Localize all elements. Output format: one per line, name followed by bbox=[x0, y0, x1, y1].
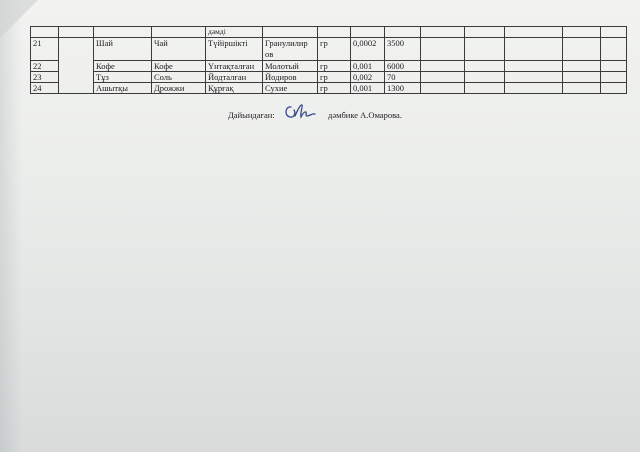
cell-qty: 0,002 bbox=[351, 72, 385, 83]
cell-unit: гр bbox=[318, 61, 351, 72]
handwritten-signature bbox=[282, 101, 322, 123]
merged-cell bbox=[59, 38, 94, 94]
cell-name-ru: Чай bbox=[152, 38, 206, 61]
table-row bbox=[31, 83, 627, 94]
cell-amount: 3500 bbox=[385, 38, 421, 61]
cell-qty: 0,0002 bbox=[351, 38, 385, 61]
cell-amount: 1300 bbox=[385, 83, 421, 94]
cell-name-ru: Дрожжи bbox=[152, 83, 206, 94]
cell-qty: 0,001 bbox=[351, 83, 385, 94]
cell-name-kz: Шай bbox=[94, 38, 152, 61]
cell-name-kz: Тұз bbox=[94, 72, 152, 83]
cell-desc-kz: Үнтақталған bbox=[206, 61, 263, 72]
cell-unit: гр bbox=[318, 38, 351, 61]
cell-name-kz: Кофе bbox=[94, 61, 152, 72]
cell-number: 24 bbox=[31, 83, 59, 94]
cell-desc-ru: Йодиров bbox=[263, 72, 318, 83]
cell-name-kz: Ашытқы bbox=[94, 83, 152, 94]
cell-fragment: дәмді bbox=[206, 27, 263, 38]
cell-amount: 6000 bbox=[385, 61, 421, 72]
cell-number: 23 bbox=[31, 72, 59, 83]
cell-unit: гр bbox=[318, 83, 351, 94]
cell-desc-kz: Құрғақ bbox=[206, 83, 263, 94]
cell-number: 22 bbox=[31, 61, 59, 72]
cell-qty: 0,001 bbox=[351, 61, 385, 72]
cell-desc-ru: Молотый bbox=[263, 61, 318, 72]
cell-amount: 70 bbox=[385, 72, 421, 83]
cell-name-ru: Кофе bbox=[152, 61, 206, 72]
cell-unit: гр bbox=[318, 72, 351, 83]
products-table bbox=[30, 26, 627, 94]
cell-desc-kz: Түйіршікті bbox=[206, 38, 263, 61]
cell-number: 21 bbox=[31, 38, 59, 61]
page-shadow bbox=[0, 0, 22, 452]
cell-desc-kz: Йодталған bbox=[206, 72, 263, 83]
prepared-by-label: Дайындаған: bbox=[228, 110, 275, 120]
table-row bbox=[31, 38, 627, 61]
cell-desc-ru: Сухие bbox=[263, 83, 318, 94]
table-row bbox=[31, 72, 627, 83]
signer-name: дәмбике А.Омарова. bbox=[328, 110, 402, 120]
cell-desc-ru: Гранулилир ов bbox=[263, 38, 318, 61]
table-row-fragment bbox=[31, 27, 627, 38]
table-row bbox=[31, 61, 627, 72]
cell-name-ru: Соль bbox=[152, 72, 206, 83]
